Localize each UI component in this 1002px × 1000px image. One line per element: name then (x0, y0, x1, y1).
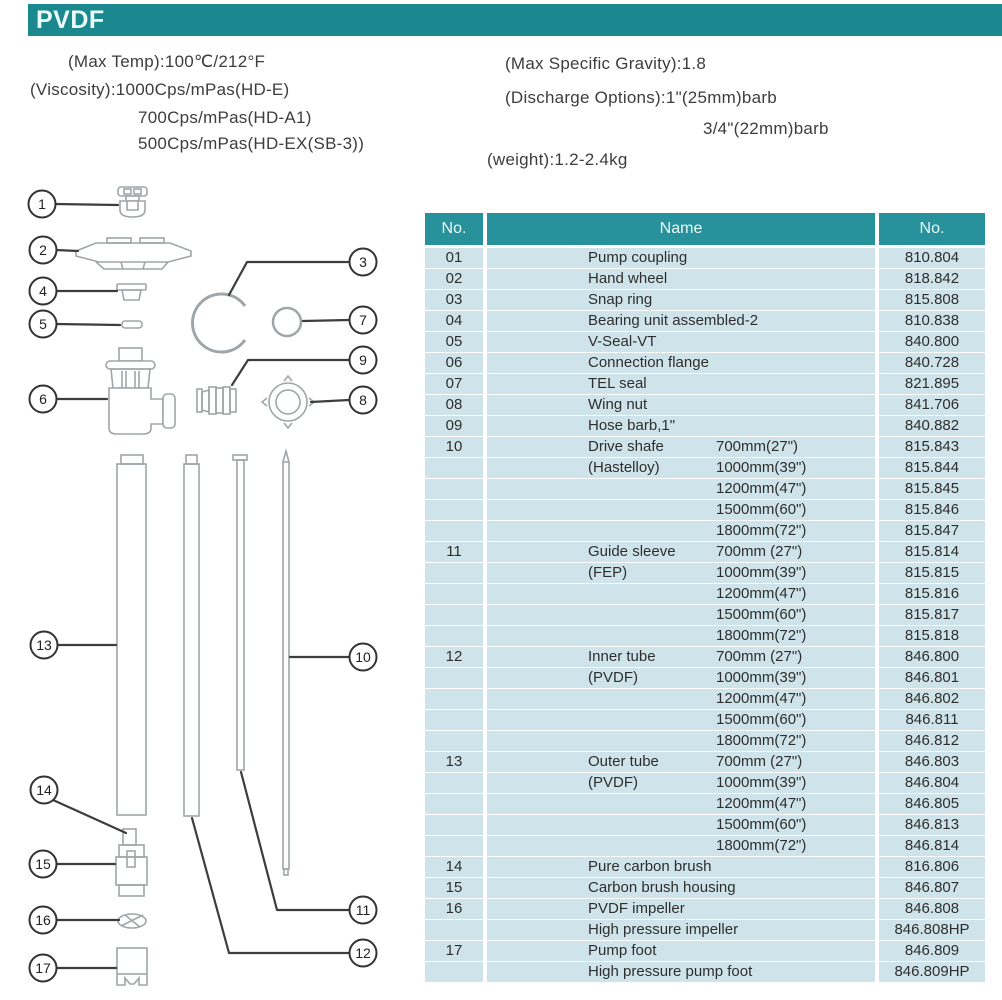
cell-index: 03 (425, 290, 483, 310)
cell-part-number: 846.803 (879, 752, 985, 772)
table-row (425, 563, 985, 583)
callout-number-6: 6 (39, 391, 47, 407)
part-name: V-Seal-VT (588, 333, 657, 350)
table-row (425, 269, 985, 289)
callout-number-16: 16 (35, 912, 51, 928)
cell-index: 10 (425, 437, 483, 457)
cell-index: 13 (425, 752, 483, 772)
table-row (425, 731, 985, 751)
part-name: Wing nut (588, 396, 648, 413)
cell-part-number: 846.809HP (879, 962, 985, 982)
callout-leader-11 (241, 772, 349, 910)
cell-index: 15 (425, 878, 483, 898)
cell-name (487, 395, 875, 415)
part-name: TEL seal (588, 375, 647, 392)
cell-part-number: 846.800 (879, 647, 985, 667)
cell-index: 14 (425, 857, 483, 877)
cell-part-number: 815.846 (879, 500, 985, 520)
cell-name (487, 647, 875, 667)
cell-name (487, 311, 875, 331)
cell-part-number: 846.812 (879, 731, 985, 751)
cell-part-number: 821.895 (879, 374, 985, 394)
cell-part-number: 846.804 (879, 773, 985, 793)
part-name: Pure carbon brush (588, 858, 712, 875)
title-bar (28, 4, 1002, 36)
part-size: 1800mm(72") (716, 837, 807, 854)
table-row (425, 899, 985, 919)
table-row (425, 353, 985, 373)
cell-part-number: 846.805 (879, 794, 985, 814)
column-header-part-no: No. (879, 213, 985, 245)
cell-index (425, 563, 483, 583)
part-bearing-unit (117, 284, 146, 300)
cell-index (425, 458, 483, 478)
cell-part-number: 815.814 (879, 542, 985, 562)
table-row (425, 962, 985, 982)
part-name: (PVDF) (588, 669, 638, 686)
callout-leader-1 (55, 204, 118, 205)
table-row (425, 626, 985, 646)
spec-max-specific-gravity: (Max Specific Gravity):1.8 (505, 54, 707, 73)
cell-index (425, 773, 483, 793)
cell-name (487, 710, 875, 730)
cell-name (487, 857, 875, 877)
cell-part-number: 846.809 (879, 941, 985, 961)
cell-name (487, 899, 875, 919)
cell-name (487, 878, 875, 898)
part-v-seal (122, 321, 142, 328)
part-name: Hose barb,1" (588, 417, 676, 434)
spec-viscosity-2: 700Cps/mPas(HD-A1) (138, 108, 312, 127)
cell-name (487, 815, 875, 835)
cell-part-number: 840.882 (879, 416, 985, 436)
cell-name (487, 920, 875, 940)
part-inner-tube (184, 455, 199, 816)
part-guide-sleeve (233, 455, 247, 770)
part-pump-coupling (118, 187, 147, 217)
cell-part-number: 846.808 (879, 899, 985, 919)
callout-number-3: 3 (359, 254, 367, 270)
part-name: PVDF impeller (588, 900, 685, 917)
part-name: Drive shafe (588, 438, 664, 455)
table-row (425, 248, 985, 268)
cell-index: 17 (425, 941, 483, 961)
table-row (425, 647, 985, 667)
part-drive-shaft (283, 451, 289, 875)
cell-index: 07 (425, 374, 483, 394)
cell-name (487, 248, 875, 268)
table-row (425, 668, 985, 688)
callout-number-14: 14 (36, 782, 52, 798)
cell-name (487, 689, 875, 709)
table-body (425, 248, 985, 982)
part-size: 700mm (27") (716, 753, 803, 770)
table-row (425, 374, 985, 394)
cell-index (425, 668, 483, 688)
cell-part-number: 815.815 (879, 563, 985, 583)
part-name: (PVDF) (588, 774, 638, 791)
cell-index (425, 605, 483, 625)
cell-index: 06 (425, 353, 483, 373)
part-name: Connection flange (588, 354, 709, 371)
cell-index: 05 (425, 332, 483, 352)
table-header-row (425, 213, 985, 245)
table-row (425, 584, 985, 604)
part-wing-nut (262, 376, 314, 428)
cell-part-number: 846.813 (879, 815, 985, 835)
cell-part-number: 846.801 (879, 668, 985, 688)
cell-name (487, 836, 875, 856)
cell-name (487, 500, 875, 520)
cell-name (487, 521, 875, 541)
part-hose-barb (197, 387, 236, 414)
part-size: 1000mm(39") (716, 564, 807, 581)
cell-name (487, 584, 875, 604)
cell-name (487, 731, 875, 751)
column-header-name: Name (487, 213, 875, 245)
spec-viscosity-3: 500Cps/mPas(HD-EX(SB-3)) (138, 134, 365, 153)
cell-part-number: 815.845 (879, 479, 985, 499)
part-name: (FEP) (588, 564, 628, 581)
cell-part-number: 815.847 (879, 521, 985, 541)
table-row (425, 773, 985, 793)
cell-index (425, 731, 483, 751)
callout-number-11: 11 (355, 902, 371, 918)
cell-index: 12 (425, 647, 483, 667)
table-row (425, 500, 985, 520)
part-impeller (118, 914, 146, 928)
part-name: Bearing unit assembled-2 (588, 312, 759, 329)
cell-name (487, 437, 875, 457)
table-row (425, 605, 985, 625)
part-name: Hand wheel (588, 270, 668, 287)
column-header-no: No. (425, 213, 483, 245)
part-size: 1200mm(47") (716, 480, 807, 497)
cell-name (487, 752, 875, 772)
page-title: PVDF (36, 6, 105, 34)
callout-number-12: 12 (355, 945, 371, 961)
cell-name (487, 605, 875, 625)
cell-index (425, 521, 483, 541)
cell-index (425, 836, 483, 856)
cell-name (487, 668, 875, 688)
spec-viscosity-1: (Viscosity):1000Cps/mPas(HD-E) (30, 80, 290, 99)
table-row (425, 416, 985, 436)
cell-part-number: 818.842 (879, 269, 985, 289)
table-row (425, 311, 985, 331)
cell-name (487, 773, 875, 793)
part-size: 700mm(27") (716, 438, 799, 455)
cell-part-number: 846.808HP (879, 920, 985, 940)
part-size: 1500mm(60") (716, 606, 807, 623)
spec-discharge-option-2: 3/4"(22mm)barb (703, 119, 829, 138)
cell-part-number: 815.843 (879, 437, 985, 457)
callout-leader-3 (229, 262, 349, 295)
table-row (425, 878, 985, 898)
parts-diagram (0, 180, 420, 1000)
table-row (425, 458, 985, 478)
table-row (425, 920, 985, 940)
table-row (425, 941, 985, 961)
part-name: Outer tube (588, 753, 659, 770)
part-size: 1800mm(72") (716, 522, 807, 539)
spec-max-temp: (Max Temp):100℃/212°F (68, 52, 266, 71)
part-size: 1000mm(39") (716, 669, 807, 686)
cell-index (425, 689, 483, 709)
cell-name (487, 332, 875, 352)
table-row (425, 332, 985, 352)
cell-part-number: 841.706 (879, 395, 985, 415)
part-pump-foot (117, 948, 147, 985)
part-brush-housing (116, 845, 147, 896)
table-row (425, 710, 985, 730)
cell-part-number: 810.804 (879, 248, 985, 268)
cell-part-number: 840.728 (879, 353, 985, 373)
callout-leader-7 (303, 320, 349, 321)
cell-part-number: 840.800 (879, 332, 985, 352)
table-row (425, 290, 985, 310)
part-size: 1200mm(47") (716, 690, 807, 707)
cell-index: 08 (425, 395, 483, 415)
table-row (425, 836, 985, 856)
table-row (425, 521, 985, 541)
part-name: High pressure pump foot (588, 963, 753, 980)
part-name: Pump foot (588, 942, 657, 959)
table-row (425, 857, 985, 877)
part-connection-flange (106, 348, 175, 434)
callout-leader-8 (311, 400, 349, 402)
part-size: 1800mm(72") (716, 627, 807, 644)
part-size: 700mm (27") (716, 543, 803, 560)
cell-part-number: 815.818 (879, 626, 985, 646)
cell-index: 02 (425, 269, 483, 289)
cell-name (487, 941, 875, 961)
cell-index: 04 (425, 311, 483, 331)
part-size: 1500mm(60") (716, 501, 807, 518)
part-name: Guide sleeve (588, 543, 676, 560)
cell-name (487, 626, 875, 646)
table-row (425, 479, 985, 499)
callout-number-15: 15 (35, 856, 51, 872)
table-row (425, 437, 985, 457)
callout-number-2: 2 (39, 242, 47, 258)
callout-leader-5 (56, 324, 120, 325)
cell-part-number: 846.807 (879, 878, 985, 898)
cell-index (425, 815, 483, 835)
part-size: 1000mm(39") (716, 774, 807, 791)
cell-part-number: 815.808 (879, 290, 985, 310)
part-tel-seal (273, 308, 301, 336)
part-snap-ring (193, 294, 245, 352)
table-row (425, 794, 985, 814)
cell-name (487, 353, 875, 373)
cell-index: 11 (425, 542, 483, 562)
spec-discharge-option-1: (Discharge Options):1"(25mm)barb (505, 88, 777, 107)
callout-number-7: 7 (359, 312, 367, 328)
table-row (425, 752, 985, 772)
part-size: 1000mm(39") (716, 459, 807, 476)
table-row (425, 815, 985, 835)
cell-index: 16 (425, 899, 483, 919)
part-size: 1800mm(72") (716, 732, 807, 749)
cell-name (487, 458, 875, 478)
callout-number-10: 10 (355, 649, 371, 665)
spec-weight: (weight):1.2-2.4kg (487, 150, 628, 169)
cell-index (425, 710, 483, 730)
cell-name (487, 479, 875, 499)
cell-name (487, 416, 875, 436)
cell-name (487, 269, 875, 289)
cell-index (425, 500, 483, 520)
cell-index (425, 962, 483, 982)
callout-number-4: 4 (39, 283, 47, 299)
cell-name (487, 374, 875, 394)
callout-leader-14 (53, 800, 126, 833)
part-name: (Hastelloy) (588, 459, 660, 476)
callout-number-13: 13 (36, 637, 52, 653)
part-name: Pump coupling (588, 249, 688, 266)
cell-part-number: 815.816 (879, 584, 985, 604)
cell-name (487, 290, 875, 310)
part-outer-tube (117, 455, 146, 815)
part-size: 1500mm(60") (716, 711, 807, 728)
callout-number-9: 9 (359, 352, 367, 368)
cell-index (425, 584, 483, 604)
part-size: 1200mm(47") (716, 585, 807, 602)
cell-part-number: 816.806 (879, 857, 985, 877)
cell-index: 09 (425, 416, 483, 436)
cell-part-number: 846.811 (879, 710, 985, 730)
parts-table (425, 213, 985, 983)
table-row (425, 542, 985, 562)
cell-part-number: 846.802 (879, 689, 985, 709)
callout-number-1: 1 (38, 196, 46, 212)
cell-part-number: 810.838 (879, 311, 985, 331)
table-row (425, 395, 985, 415)
cell-index: 01 (425, 248, 483, 268)
part-size: 1200mm(47") (716, 795, 807, 812)
cell-index (425, 626, 483, 646)
part-name: Carbon brush housing (588, 879, 736, 896)
cell-name (487, 962, 875, 982)
cell-index (425, 794, 483, 814)
part-size: 1500mm(60") (716, 816, 807, 833)
callout-number-5: 5 (39, 316, 47, 332)
callout-leader-9 (232, 360, 349, 385)
cell-part-number: 815.817 (879, 605, 985, 625)
cell-name (487, 542, 875, 562)
cell-index (425, 920, 483, 940)
cell-part-number: 846.814 (879, 836, 985, 856)
callout-number-17: 17 (35, 960, 51, 976)
cell-index (425, 479, 483, 499)
part-size: 700mm (27") (716, 648, 803, 665)
cell-name (487, 563, 875, 583)
part-name: High pressure impeller (588, 921, 739, 938)
part-hand-wheel (76, 238, 191, 269)
table-row (425, 689, 985, 709)
callout-leader-2 (56, 250, 78, 251)
cell-part-number: 815.844 (879, 458, 985, 478)
part-name: Inner tube (588, 648, 656, 665)
part-name: Snap ring (588, 291, 653, 308)
cell-name (487, 794, 875, 814)
callout-number-8: 8 (359, 392, 367, 408)
